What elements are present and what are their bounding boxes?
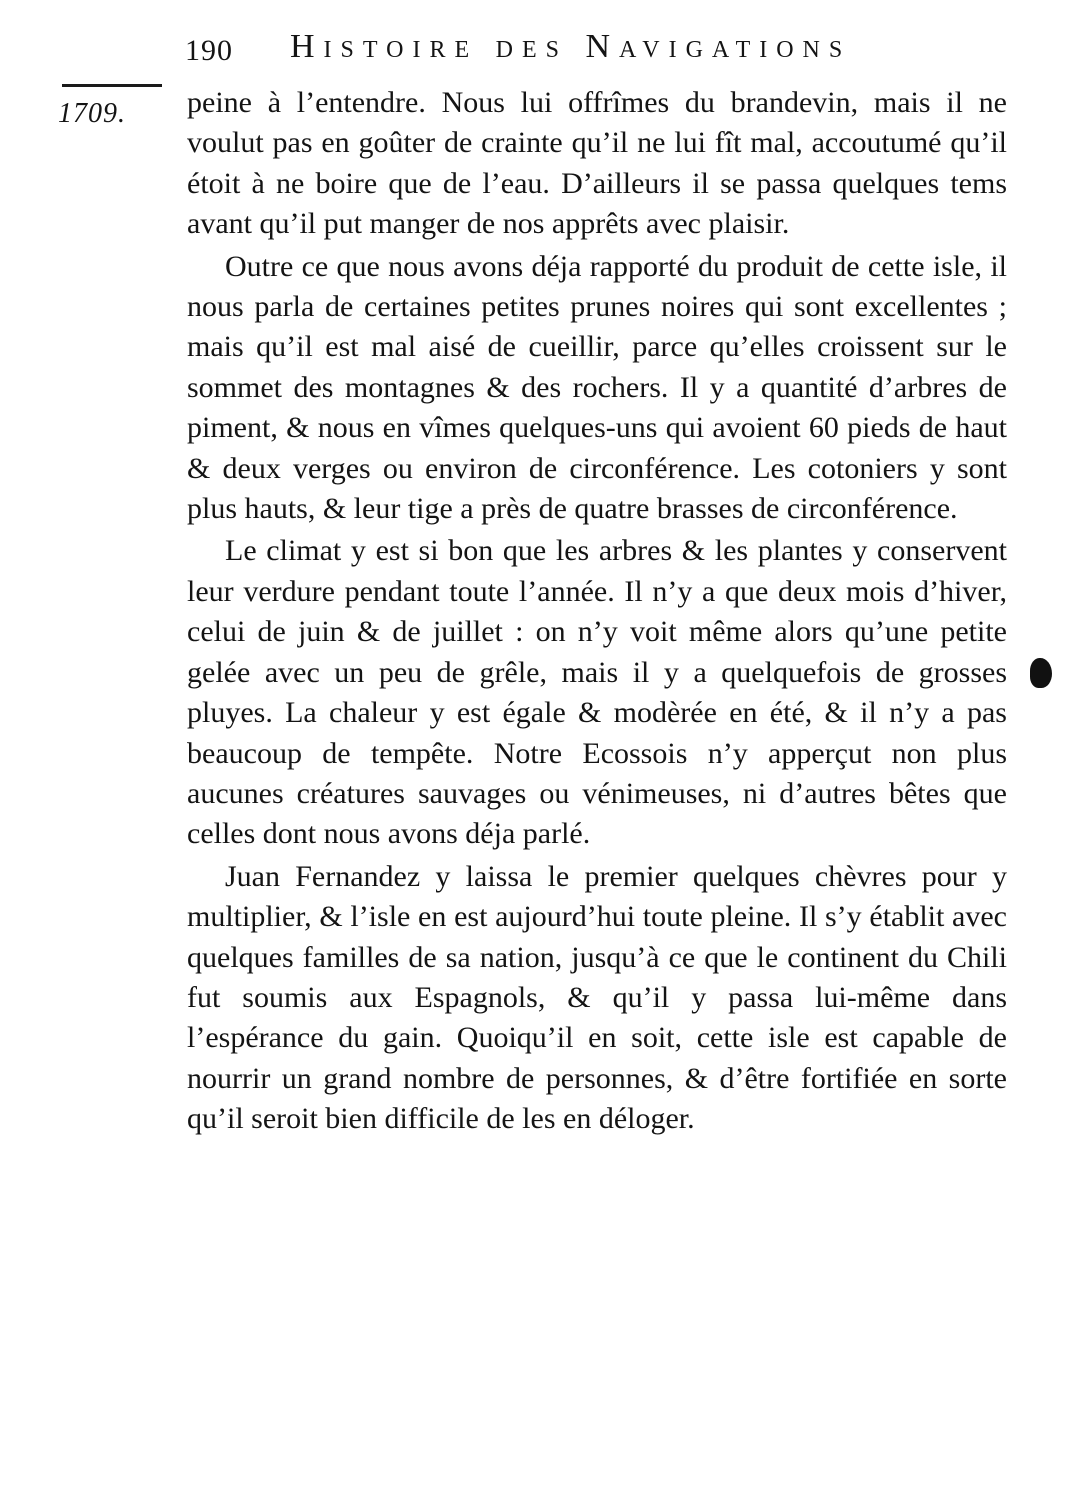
body-text xyxy=(187,83,1007,1142)
paragraph: peine à l’entendre. Nous lui offrîmes du brandevin, mais il ne voulut pas en goûter de crainte qu’il ne lui fît mal, accoutumé qu’il étoit à ne boire que de l’eau. D’ailleurs il se passa quelques tems avant qu’il put manger de nos apprêts avec plaisir. xyxy=(187,86,1007,241)
margin-rule xyxy=(62,84,162,87)
running-head xyxy=(0,26,1092,76)
paragraph: Outre ce que nous avons déja rapporté du produit de cette isle, il nous parla de certaines petites prunes noires qui sont excellentes ; mais qu’il est mal aisé de cueillir, parce qu’elles croissent sur le sommet des montagnes & des rochers. Il y a quantité d’arbres de piment, & nous en vîmes quelques-uns qui avoient 60 pieds de haut & deux verges ou environ de circonférence. Les cotoniers y sont plus hauts, & leur tige a près de quatre brasses de circonférence. xyxy=(187,249,1007,526)
paragraph: Le climat y est si bon que les arbres & les plantes y conservent leur verdure pendant toute l’année. Il n’y a que deux mois d’hiver, celui de juin & de juillet : on n’y voit même alors qu’une petite gelée avec un peu de grêle, mais il y a quelquefois de grosses pluyes. La chaleur y est égale & modèrée en été, & il n’y a pas beaucoup de tempête. Notre Ecossois n’y apperçut non plus aucunes créatures sauvages ou vénimeuses, ni d’autres bêtes que celles dont nous avons déja parlé. xyxy=(187,534,1007,851)
running-title: Histoire des Navigations xyxy=(290,28,852,65)
paragraph: Juan Fernandez y laissa le premier quelques chèvres pour y multiplier, & l’isle en est aujourd’hui toute pleine. Il s’y établit avec quelques familles de sa nation, jusqu’à ce que le continent du Chili fut soumis aux Espagnols, & qu’il y passa lui-même dans l’espérance du gain. Quoiqu’il en soit, cette isle est capable de nourrir un grand nombre de personnes, & d’être fortifiée en sorte qu’il seroit bien difficile de les en déloger. xyxy=(187,859,1007,1136)
page-number: 190 xyxy=(185,34,233,67)
ink-blot-mark xyxy=(1030,658,1052,688)
margin-year-note: 1709. xyxy=(58,98,126,129)
